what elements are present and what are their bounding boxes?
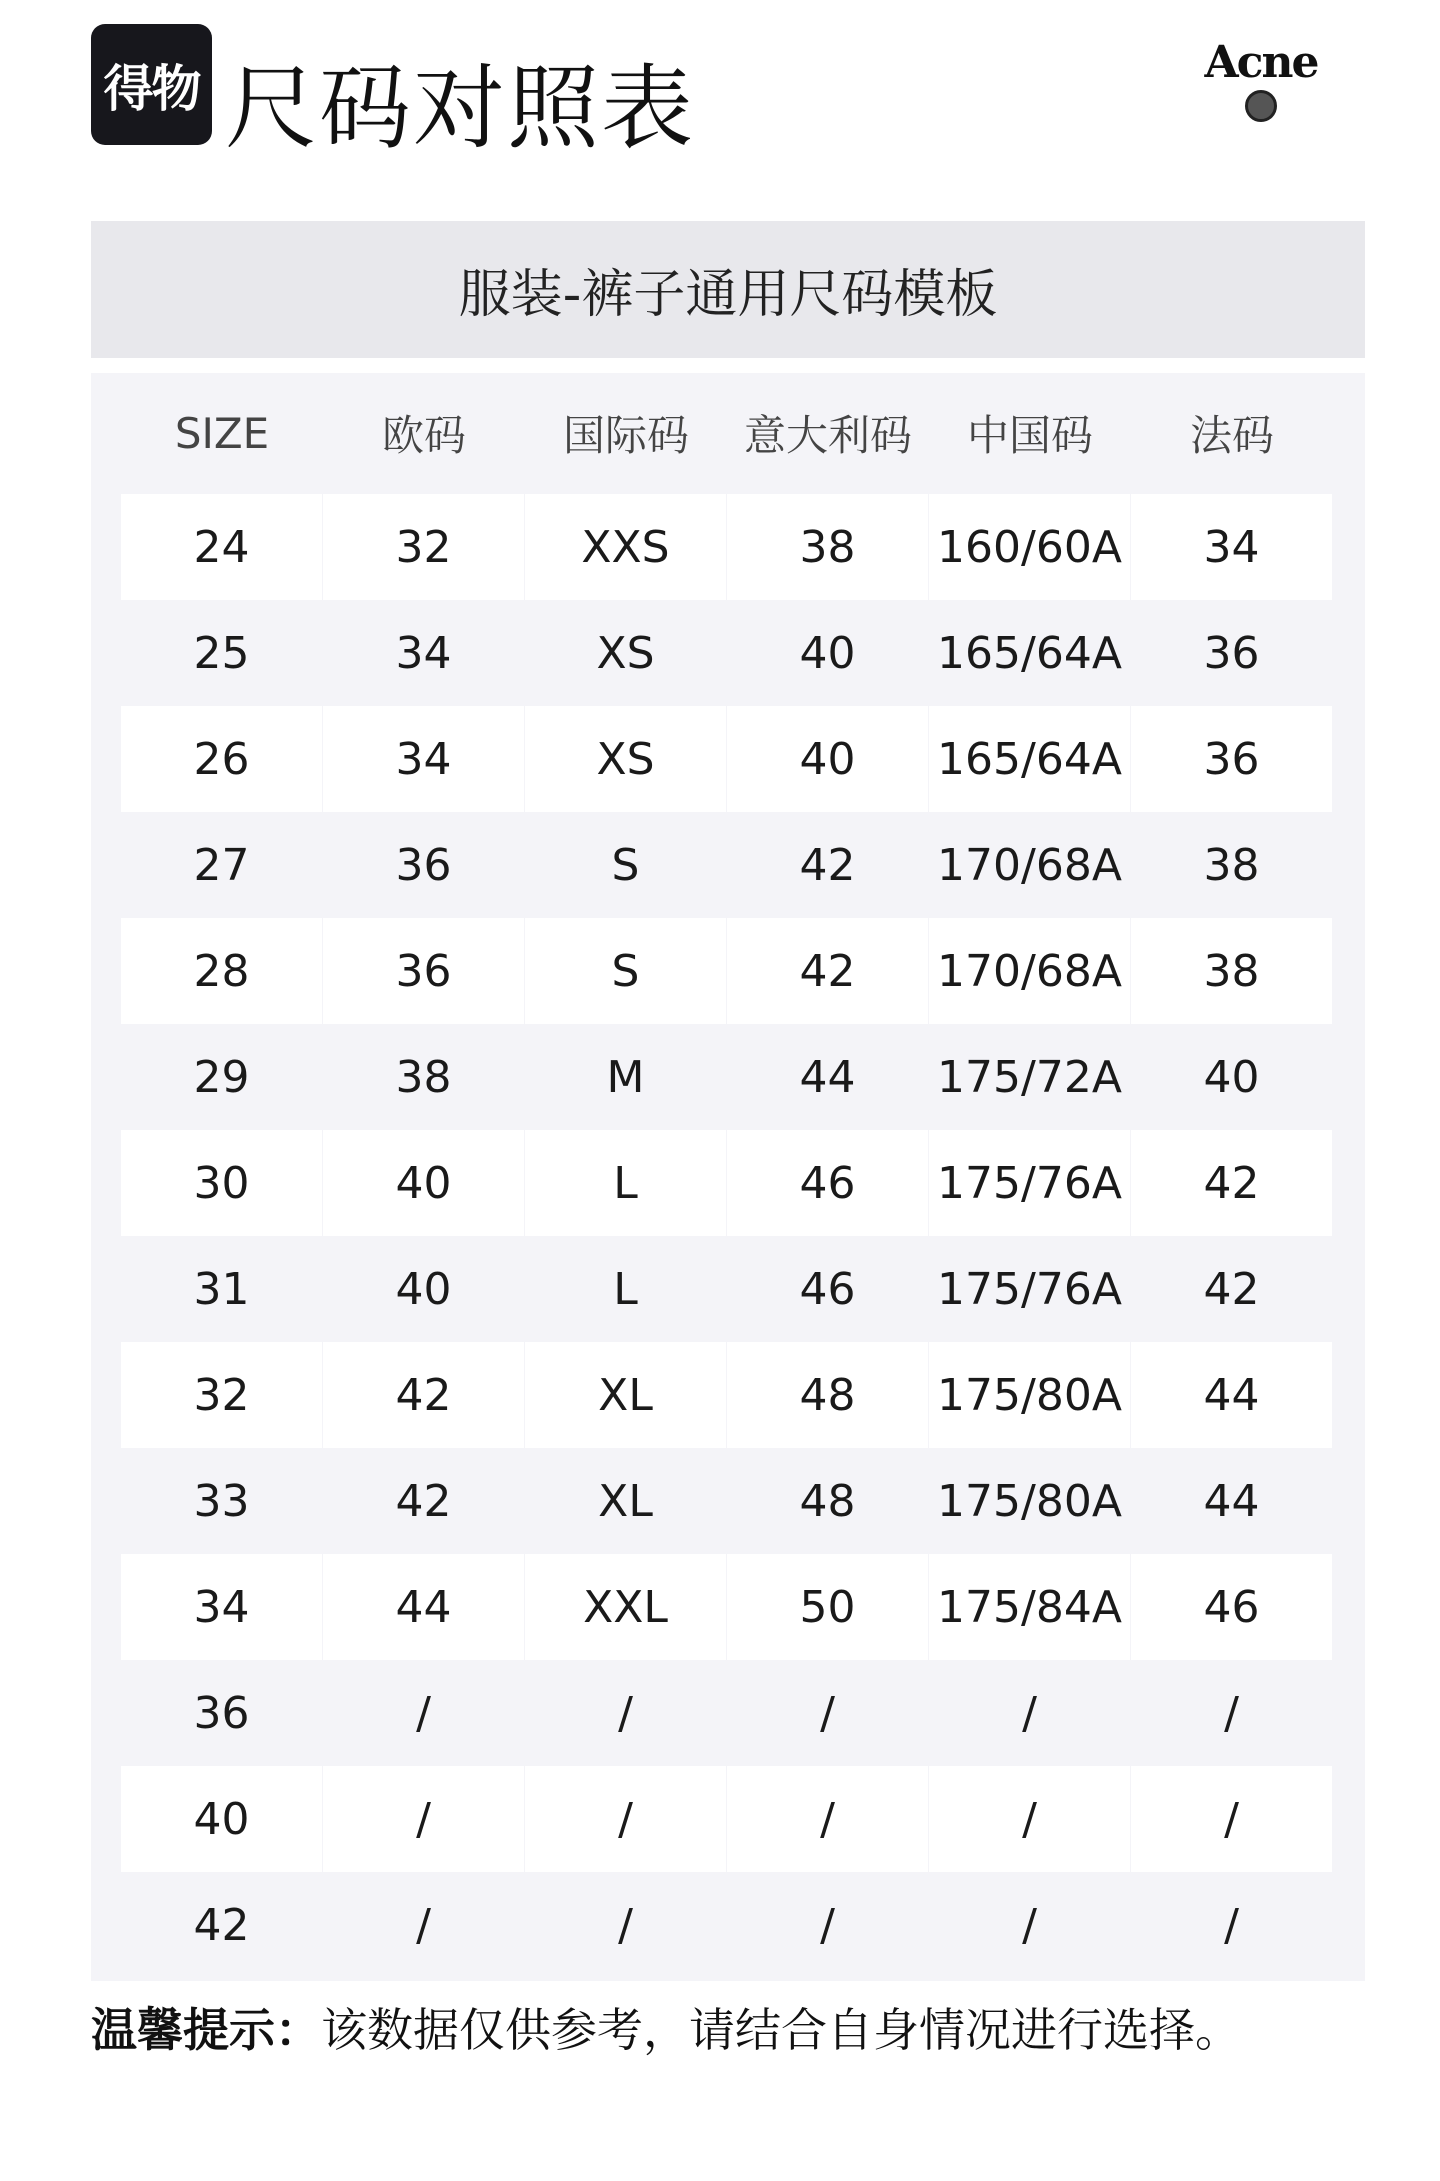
- table-cell: /: [416, 1899, 431, 1951]
- table-cell: /: [1022, 1899, 1037, 1951]
- table-cell: 32: [323, 494, 524, 600]
- table-cell: 30: [121, 1130, 322, 1236]
- table-cell: 46: [799, 1263, 856, 1315]
- table-cell: 44: [799, 1051, 856, 1103]
- table-cell: 24: [121, 494, 322, 600]
- table-cell: 38: [1131, 918, 1332, 1024]
- table-cell: 40: [727, 706, 928, 812]
- table-cell: 175/72A: [937, 1051, 1122, 1103]
- table-row: [121, 1554, 1333, 1660]
- table-body: [121, 494, 1333, 1978]
- column-header: 意大利码: [743, 411, 912, 460]
- table-cell: 48: [727, 1342, 928, 1448]
- table-cell: 38: [1203, 839, 1260, 891]
- table-row: [121, 1130, 1333, 1236]
- table-cell: 44: [323, 1554, 524, 1660]
- table-cell: XL: [598, 1475, 653, 1527]
- table-cell: 36: [1203, 627, 1260, 679]
- table-row: [121, 494, 1333, 600]
- table-cell: 175/76A: [929, 1130, 1130, 1236]
- table-cell: /: [1022, 1687, 1037, 1739]
- table-cell: 36: [193, 1687, 250, 1739]
- table-cell: 26: [121, 706, 322, 812]
- table-cell: /: [727, 1766, 928, 1872]
- footer-note-label: 温馨提示：: [91, 2003, 321, 2057]
- table-cell: 40: [121, 1766, 322, 1872]
- acne-logo: [1201, 38, 1321, 122]
- table-cell: XS: [596, 627, 655, 679]
- table-row: [121, 706, 1333, 812]
- table-cell: 36: [323, 918, 524, 1024]
- table-cell: 42: [799, 839, 856, 891]
- size-table: [91, 373, 1365, 1981]
- table-cell: 32: [121, 1342, 322, 1448]
- table-cell: 34: [1131, 494, 1332, 600]
- table-cell: XXS: [525, 494, 726, 600]
- acne-emblem-icon: [1245, 90, 1277, 122]
- dewu-logo: [91, 24, 212, 145]
- table-cell: 28: [121, 918, 322, 1024]
- table-cell: /: [1224, 1687, 1239, 1739]
- table-cell: S: [525, 918, 726, 1024]
- table-cell: 170/68A: [929, 918, 1130, 1024]
- table-cell: 42: [395, 1475, 452, 1527]
- table-cell: 175/80A: [929, 1342, 1130, 1448]
- table-cell: 31: [193, 1263, 250, 1315]
- table-cell: XL: [525, 1342, 726, 1448]
- table-cell: XXL: [525, 1554, 726, 1660]
- table-cell: 175/84A: [929, 1554, 1130, 1660]
- table-header-row: [121, 373, 1333, 493]
- table-cell: 25: [193, 627, 250, 679]
- table-cell: /: [525, 1766, 726, 1872]
- table-cell: /: [1131, 1766, 1332, 1872]
- table-cell: 40: [395, 1263, 452, 1315]
- acne-wordmark: Acne: [1204, 37, 1318, 88]
- column-header: 法码: [1189, 411, 1274, 460]
- table-row: [121, 812, 1333, 918]
- table-cell: 40: [1203, 1051, 1260, 1103]
- table-cell: /: [618, 1687, 633, 1739]
- table-title: 服装-裤子通用尺码模板: [91, 221, 1365, 358]
- page-title: 尺码对照表: [225, 55, 696, 162]
- table-cell: 38: [727, 494, 928, 600]
- table-cell: L: [525, 1130, 726, 1236]
- table-cell: 44: [1203, 1475, 1260, 1527]
- table-cell: 42: [193, 1899, 250, 1951]
- table-cell: 170/68A: [937, 839, 1122, 891]
- table-cell: 33: [193, 1475, 250, 1527]
- table-cell: 42: [1203, 1263, 1260, 1315]
- table-cell: 42: [727, 918, 928, 1024]
- table-cell: 34: [323, 706, 524, 812]
- table-cell: /: [323, 1766, 524, 1872]
- logo-text: 得物: [103, 59, 200, 118]
- table-row: [121, 918, 1333, 1024]
- table-cell: 40: [323, 1130, 524, 1236]
- table-cell: 160/60A: [929, 494, 1130, 600]
- table-cell: /: [820, 1687, 835, 1739]
- table-cell: 38: [395, 1051, 452, 1103]
- table-row: [121, 1660, 1333, 1766]
- column-header: 欧码: [381, 411, 466, 460]
- table-cell: XS: [525, 706, 726, 812]
- footer-note: [91, 1996, 1241, 2064]
- table-row: [121, 600, 1333, 706]
- table-cell: 48: [799, 1475, 856, 1527]
- table-cell: 27: [193, 839, 250, 891]
- table-cell: 29: [193, 1051, 250, 1103]
- table-cell: 42: [323, 1342, 524, 1448]
- table-row: [121, 1448, 1333, 1554]
- table-cell: 175/76A: [937, 1263, 1122, 1315]
- table-cell: /: [820, 1899, 835, 1951]
- table-cell: /: [929, 1766, 1130, 1872]
- table-cell: 165/64A: [937, 627, 1122, 679]
- table-cell: 46: [727, 1130, 928, 1236]
- table-cell: 36: [395, 839, 452, 891]
- table-cell: 40: [799, 627, 856, 679]
- table-cell: 165/64A: [929, 706, 1130, 812]
- table-row: [121, 1872, 1333, 1978]
- table-row: [121, 1766, 1333, 1872]
- table-row: [121, 1024, 1333, 1130]
- table-cell: 175/80A: [937, 1475, 1122, 1527]
- column-header: 国际码: [562, 411, 689, 460]
- table-cell: /: [1224, 1899, 1239, 1951]
- table-cell: M: [606, 1051, 645, 1103]
- table-row: [121, 1236, 1333, 1342]
- table-cell: 44: [1131, 1342, 1332, 1448]
- table-cell: 36: [1131, 706, 1332, 812]
- table-cell: 34: [121, 1554, 322, 1660]
- table-cell: L: [613, 1263, 638, 1315]
- footer-note-text: 该数据仅供参考，请结合自身情况进行选择。: [321, 2003, 1241, 2057]
- table-cell: S: [611, 839, 640, 891]
- column-header: SIZE: [174, 408, 270, 458]
- table-cell: 50: [727, 1554, 928, 1660]
- page-header: [91, 24, 1351, 174]
- table-row: [121, 1342, 1333, 1448]
- table-cell: 42: [1131, 1130, 1332, 1236]
- table-cell: 34: [395, 627, 452, 679]
- table-cell: /: [618, 1899, 633, 1951]
- table-cell: /: [416, 1687, 431, 1739]
- column-header: 中国码: [966, 411, 1093, 460]
- table-cell: 46: [1131, 1554, 1332, 1660]
